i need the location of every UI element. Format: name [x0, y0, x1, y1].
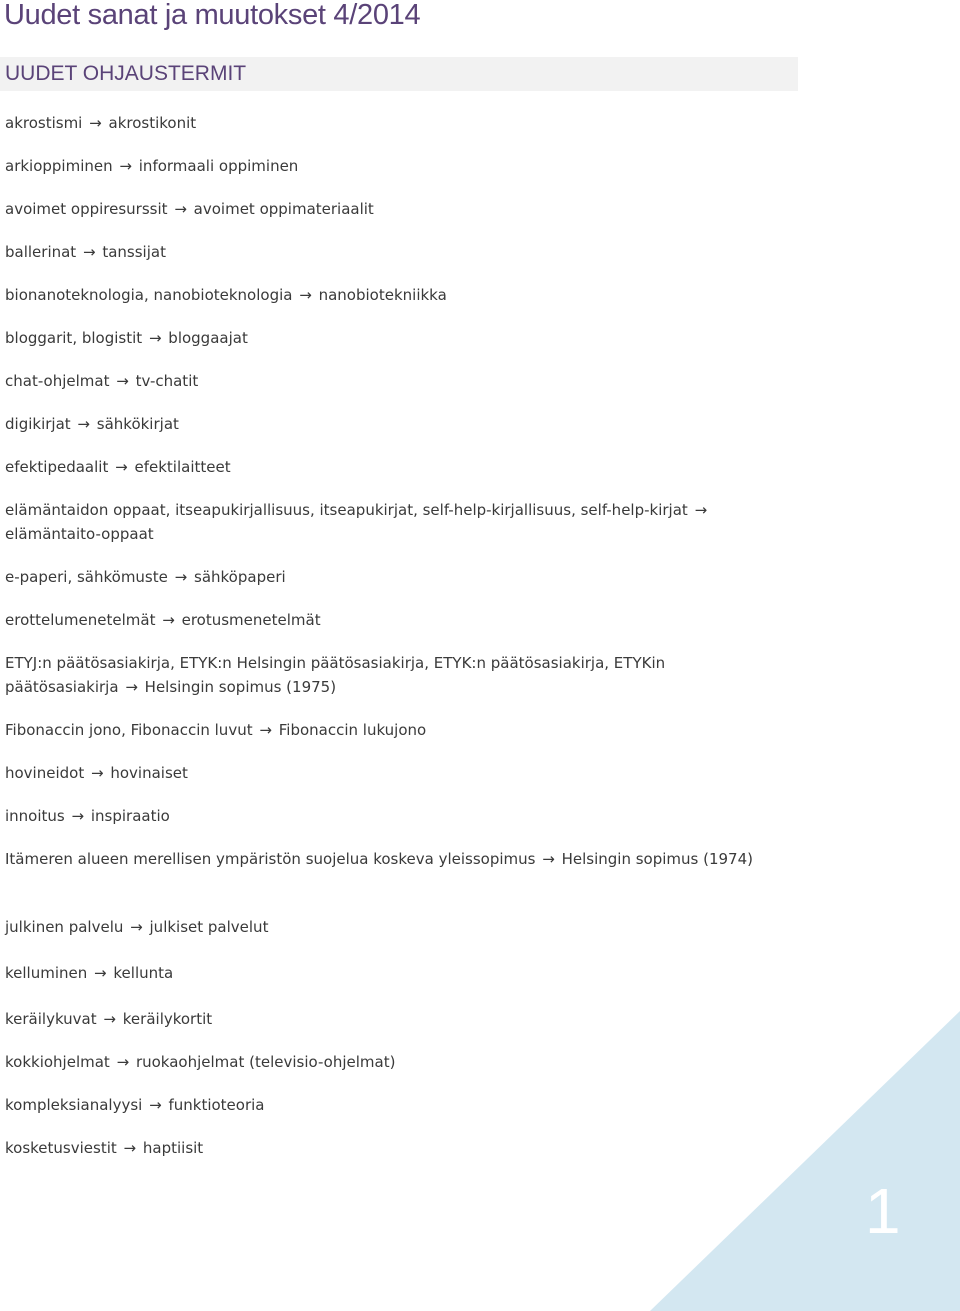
arrow-icon: → [91, 764, 104, 782]
old-term: innoitus [5, 807, 65, 825]
arrow-icon: → [82, 243, 96, 261]
arrow-icon: → [89, 114, 102, 132]
old-term: e-paperi, sähkömuste [5, 568, 168, 586]
new-term: elämäntaito-oppaat [5, 525, 154, 543]
new-term: efektilaitteet [134, 458, 231, 476]
term-entry [5, 565, 780, 589]
old-term: akrostismi [5, 114, 83, 132]
term-entry [5, 240, 780, 264]
arrow-icon: → [542, 850, 555, 868]
old-term: Fibonaccin jono, Fibonaccin luvut [5, 721, 253, 739]
term-entry [5, 761, 780, 785]
term-entry [5, 847, 780, 871]
term-entry [5, 804, 780, 828]
old-term: bloggarit, blogistit [5, 329, 143, 347]
term-entry [5, 412, 780, 436]
old-term: hovineidot [5, 764, 85, 782]
term-entry [5, 369, 780, 393]
section-title: UUDET OHJAUSTERMIT [5, 62, 247, 85]
arrow-icon: → [130, 918, 143, 936]
old-term: Itämeren alueen merellisen ympäristön suojelua koskeva yleissopimus [5, 850, 536, 868]
new-term: erotusmenetelmät [181, 611, 321, 629]
page-number: 1 [865, 1175, 901, 1247]
old-term: ballerinat [5, 243, 77, 261]
arrow-icon: → [174, 568, 188, 586]
arrow-icon: → [125, 678, 138, 696]
term-entry [5, 718, 780, 742]
term-entry [5, 608, 780, 632]
term-entry [5, 197, 780, 221]
term-entry [5, 961, 780, 985]
old-term: ETYJ:n päätösasiakirja, ETYK:n Helsingin päätösasiakirja, ETYK:n päätösasiakirja, ETYKin päätösasiakirja [5, 654, 666, 696]
arrow-icon: → [77, 415, 90, 433]
term-entry [5, 915, 780, 939]
old-term: arkioppiminen [5, 157, 113, 175]
old-term: avoimet oppiresurssit [5, 200, 168, 218]
new-term: bloggaajat [168, 329, 248, 347]
old-term: erottelumenetelmät [5, 611, 156, 629]
new-term: keräilykortit [122, 1010, 213, 1028]
term-entry [5, 651, 780, 699]
new-term: ruokaohjelmat (televisio-ohjelmat) [135, 1053, 396, 1071]
new-term: avoimet oppimateriaalit [193, 200, 374, 218]
new-term: funktioteoria [168, 1096, 265, 1114]
new-term: inspiraatio [90, 807, 170, 825]
term-entry [5, 283, 780, 307]
old-term: chat-ohjelmat [5, 372, 110, 390]
new-term: hovinaiset [110, 764, 188, 782]
new-term: sähköpaperi [194, 568, 286, 586]
old-term: digikirjat [5, 415, 71, 433]
arrow-icon: → [103, 1010, 116, 1028]
arrow-icon: → [119, 157, 132, 175]
old-term: bionanoteknologia, nanobioteknologia [5, 286, 293, 304]
term-entry [5, 498, 780, 546]
new-term: Fibonaccin lukujono [278, 721, 427, 739]
arrow-icon: → [123, 1139, 137, 1157]
new-term: Helsingin sopimus (1974) [561, 850, 753, 868]
old-term: kokkiohjelmat [5, 1053, 110, 1071]
arrow-icon: → [259, 721, 272, 739]
new-term: tanssijat [102, 243, 166, 261]
new-term: julkiset palvelut [149, 918, 269, 936]
document-title: Uudet sanat ja muutokset 4/2014 [4, 0, 421, 31]
arrow-icon: → [162, 611, 175, 629]
old-term: keräilykuvat [5, 1010, 97, 1028]
new-term: informaali oppiminen [138, 157, 299, 175]
section-header [0, 57, 798, 91]
arrow-icon: → [94, 964, 107, 982]
new-term: Helsingin sopimus (1975) [144, 678, 337, 696]
arrow-icon: → [116, 372, 129, 390]
old-term: kelluminen [5, 964, 88, 982]
arrow-icon: → [116, 1053, 130, 1071]
new-term: haptiisit [142, 1139, 204, 1157]
arrow-icon: → [71, 807, 85, 825]
new-term: sähkökirjat [96, 415, 179, 433]
arrow-icon: → [299, 286, 312, 304]
arrow-icon: → [174, 200, 187, 218]
arrow-icon: → [148, 329, 162, 347]
old-term: efektipedaalit [5, 458, 109, 476]
term-entry [5, 455, 780, 479]
corner-triangle [650, 1011, 960, 1311]
new-term: tv-chatit [135, 372, 199, 390]
new-term: kellunta [113, 964, 174, 982]
page-corner-decoration [650, 1011, 960, 1311]
arrow-icon: → [694, 501, 708, 519]
arrow-icon: → [149, 1096, 162, 1114]
old-term: julkinen palvelu [5, 918, 124, 936]
term-entry [5, 326, 780, 350]
old-term: elämäntaidon oppaat, itseapukirjallisuus, itseapukirjat, self-help-kirjallisuus, self-help-kirjat [5, 501, 688, 519]
arrow-icon: → [115, 458, 128, 476]
new-term: nanobiotekniikka [318, 286, 447, 304]
new-term: akrostikonit [108, 114, 197, 132]
old-term: kosketusviestit [5, 1139, 117, 1157]
old-term: kompleksianalyysi [5, 1096, 143, 1114]
term-entry [5, 154, 780, 178]
term-entry [5, 111, 780, 135]
